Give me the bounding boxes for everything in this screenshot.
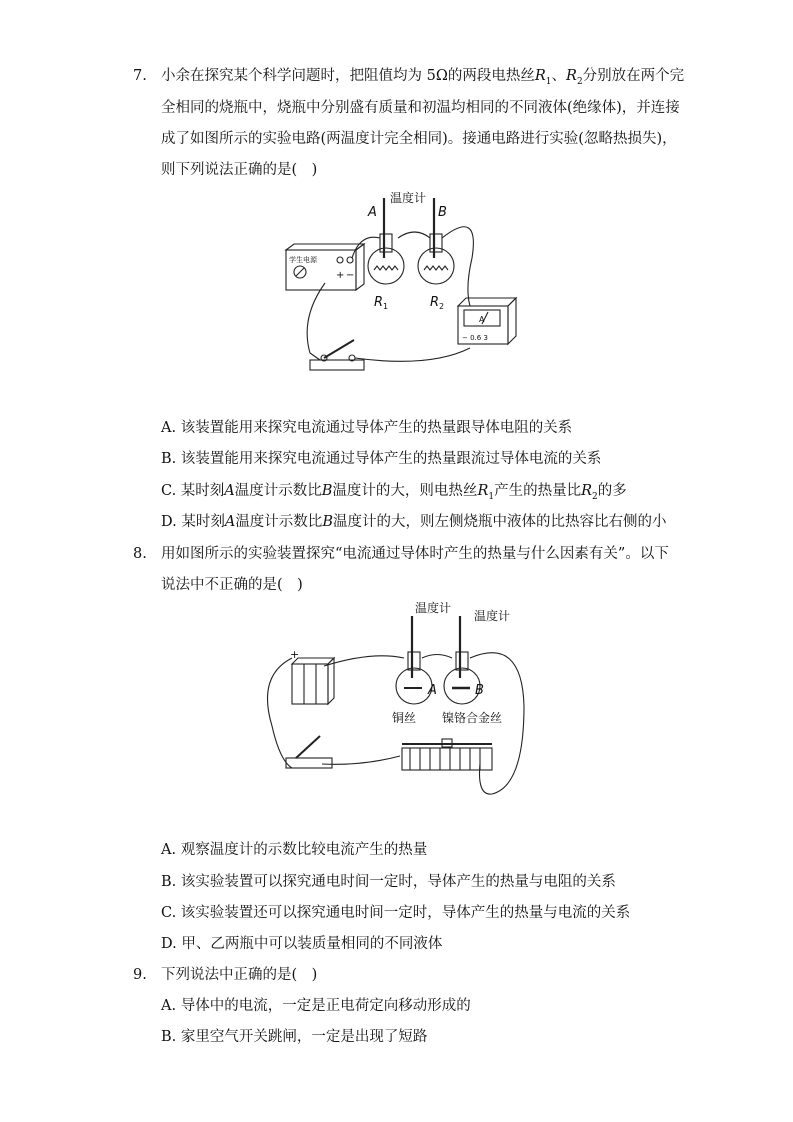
q7-label-r2: $R_2$: [430, 295, 445, 311]
q7-power-label: 学生电源: [289, 256, 317, 264]
q7-stem-line-1: 小余在探究某个科学问题时，把阻值均为 5Ω的两段电热丝$R_1$、$R_2$分别放在两个完: [161, 68, 685, 87]
q7-power-minus: −: [346, 270, 355, 281]
q7-number: 7.: [133, 68, 147, 84]
q7-option-c[interactable]: C. 某时刻A温度计示数比B温度计的大，则电热丝$R_1$产生的热量比$R_2$的多: [161, 483, 627, 502]
q8-battery: [292, 664, 328, 704]
q8-option-b[interactable]: B. 该实验装置可以探究通电时间一定时，导体产生的热量与电阻的关系: [161, 874, 616, 890]
q8-wire-top: [324, 656, 404, 666]
q8-rheostat: [402, 748, 492, 770]
q9-number: 9.: [133, 967, 147, 983]
q8-stem-line-2: 说法中不正确的是( ): [161, 577, 303, 593]
q8-label-b: B: [475, 683, 484, 698]
q7-label-a: A: [368, 205, 377, 220]
q7-switch: [310, 360, 364, 370]
q7-option-a[interactable]: A. 该装置能用来探究电流通过导体产生的热量跟导体电阻的关系: [161, 420, 573, 436]
q8-wire-bottom: [322, 756, 400, 764]
q8-nichrome-label: 镍铬合金丝: [442, 711, 503, 725]
q7-option-b[interactable]: B. 该装置能用来探究电流通过导体产生的热量跟流过导体电流的关系: [161, 451, 602, 467]
q8-thermometer-label-2: 温度计: [474, 609, 511, 623]
q9-option-b[interactable]: B. 家里空气开关跳闸，一定是出现了短路: [161, 1029, 428, 1045]
q7-wire-right: [442, 227, 473, 306]
q9-option-a[interactable]: A. 导体中的电流，一定是正电荷定向移动形成的: [161, 998, 471, 1014]
q7-flask-b: [418, 248, 454, 284]
q7-stem-line-2: 全相同的烧瓶中，烧瓶中分别盛有质量和初温均相同的不同液体(绝缘体)，并连接: [161, 100, 680, 116]
q8-switch: [286, 758, 332, 768]
q7-wire-top: [398, 232, 430, 238]
q7-ammeter-symbol: A: [479, 315, 485, 324]
q7-thermometer-label: 温度计: [390, 191, 427, 205]
q8-option-d[interactable]: D. 甲、乙两瓶中可以装质量相同的不同液体: [161, 936, 443, 952]
q8-option-a[interactable]: A. 观察温度计的示数比较电流产生的热量: [161, 842, 428, 858]
q7-wire-switch: [355, 348, 470, 361]
q7-circuit-figure: [280, 188, 520, 378]
q8-circuit-figure: [262, 596, 532, 804]
q7-ammeter-terminals: − 0.6 3: [462, 334, 488, 342]
q8-copper-label: 铜丝: [392, 711, 417, 725]
q7-power-plus: +: [336, 270, 345, 281]
q7-label-b: B: [438, 205, 447, 220]
q8-number: 8.: [133, 546, 147, 562]
q8-option-c[interactable]: C. 该实验装置还可以探究通电时间一定时，导体产生的热量与电流的关系: [161, 905, 631, 921]
q8-wire-outer-left: [268, 658, 293, 768]
q8-stem-line-1: 用如图所示的实验装置探究“电流通过导体时产生的热量与什么因素有关”。以下: [161, 546, 669, 562]
q7-wire-bottom: [307, 283, 325, 360]
q9-stem-line-1: 下列说法中正确的是( ): [161, 967, 318, 983]
q7-stem-line-3: 成了如图所示的实验电路(两温度计完全相同)。接通电路进行实验(忽略热损失)，: [161, 131, 677, 147]
q7-flask-a: [368, 248, 404, 284]
q8-wire-mid: [422, 655, 452, 659]
q7-option-d[interactable]: D. 某时刻A温度计示数比B温度计的大，则左侧烧瓶中液体的比热容比右侧的小: [161, 514, 667, 530]
q8-label-a: A: [428, 683, 437, 698]
q7-stem-line-4: 则下列说法正确的是( ): [161, 162, 318, 178]
q8-thermometer-label-1: 温度计: [415, 601, 452, 615]
q8-battery-plus: +: [290, 648, 300, 661]
q7-label-r1: $R_1$: [374, 295, 389, 311]
q8-flask-a: [396, 668, 432, 704]
